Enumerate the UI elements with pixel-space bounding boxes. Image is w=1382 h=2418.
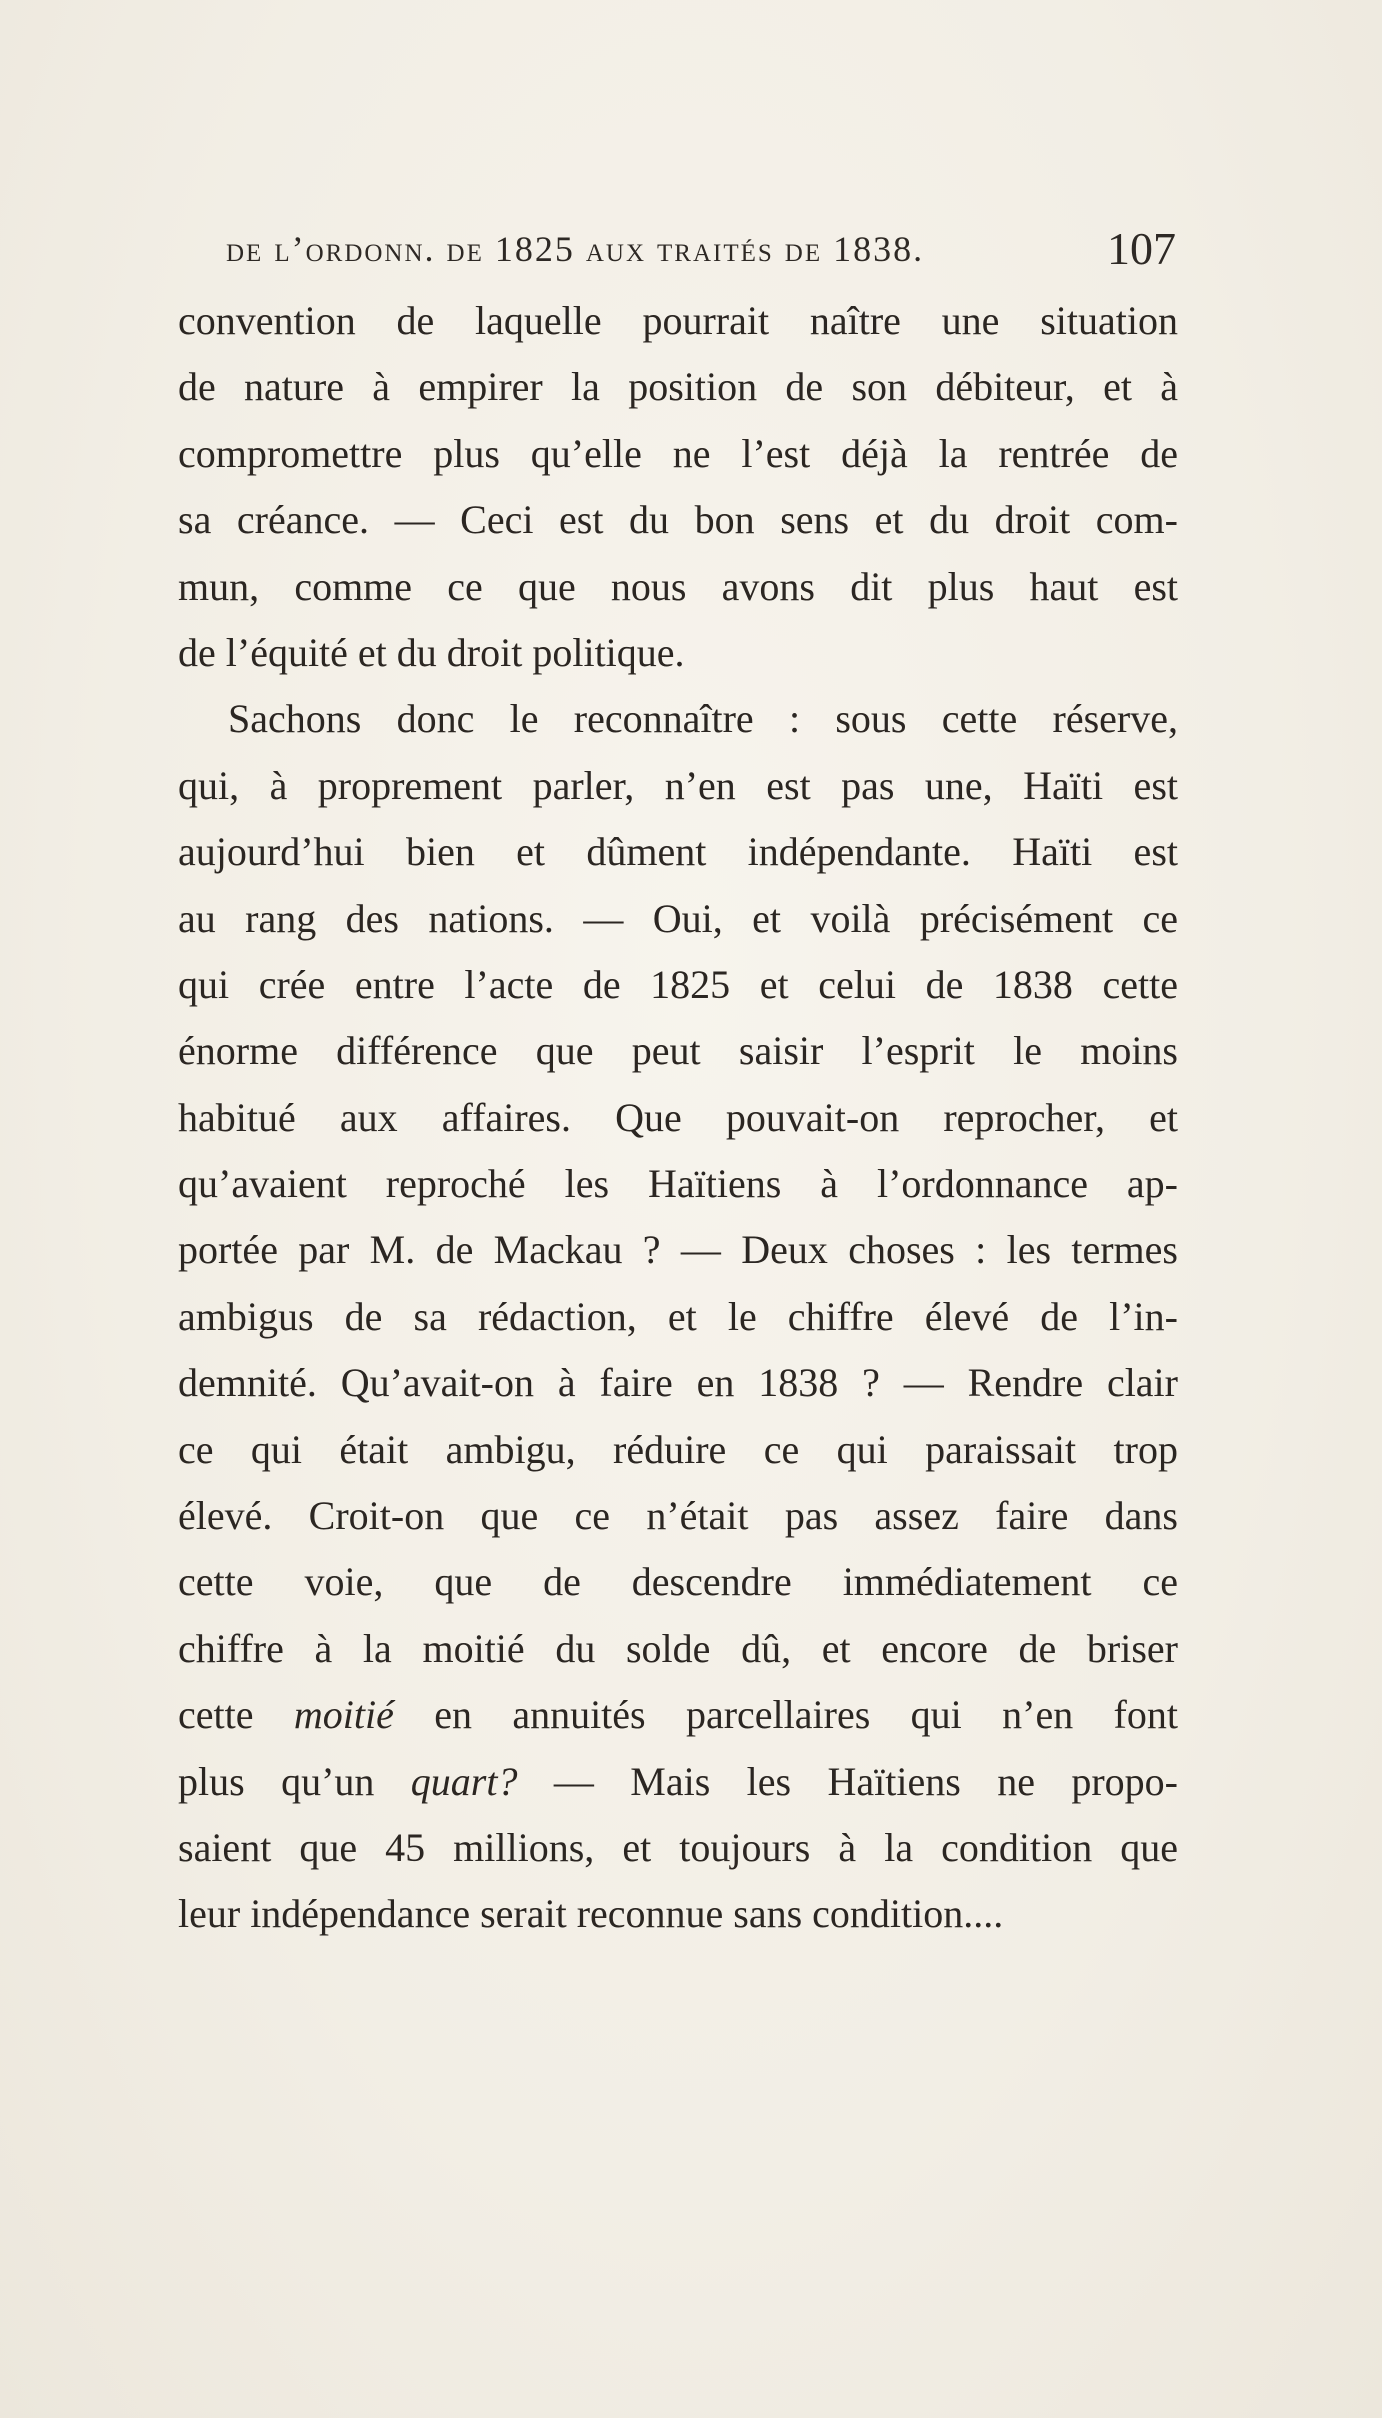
text-block: [178, 222, 1178, 1948]
text-line: convention de laquelle pourrait naître une situation: [178, 298, 1178, 343]
text-line: [178, 1749, 1178, 1815]
paragraph-2: [178, 686, 1178, 1947]
paragraph-1: [178, 288, 1178, 686]
running-head: [178, 222, 1178, 288]
running-title: de l’ordonn. de 1825 aux traités de 1838.: [226, 229, 925, 269]
text-line: saient que 45 millions, et toujours à la condition que: [178, 1824, 1178, 1870]
text-line: compromettre plus qu’elle ne l’est déjà la rentrée de: [178, 430, 1178, 476]
text-fragment: cette: [178, 1692, 294, 1738]
text-line: leur indépendance serait reconnue sans condition....: [178, 1891, 1004, 1937]
text-line: Sachons donc le reconnaître : sous cette réserve,: [228, 696, 1178, 742]
text-line: de l’équité et du droit politique.: [178, 629, 685, 675]
text-line: de nature à empirer la position de son débiteur, et à: [178, 364, 1178, 410]
text-line: qui, à proprement parler, n’en est pas une, Haïti est: [178, 762, 1178, 808]
text-fragment: en annuités parcellaires qui n’en font: [393, 1692, 1178, 1738]
text-line: au rang des nations. — Oui, et voilà précisément ce: [178, 895, 1178, 941]
italic-word: moitié: [293, 1692, 394, 1738]
text-line: cette voie, que de descendre immédiatement ce: [178, 1559, 1178, 1605]
page-number: 107: [1107, 223, 1176, 274]
text-line: ambigus de sa rédaction, et le chiffre élevé de l’in-: [178, 1293, 1178, 1339]
text-line: qu’avaient reproché les Haïtiens à l’ordonnance ap-: [178, 1161, 1178, 1207]
text-line: [178, 1682, 1178, 1748]
text-line: mun, comme ce que nous avons dit plus haut est: [178, 563, 1178, 609]
text-fragment: — Mais les Haïtiens ne propo-: [517, 1758, 1178, 1804]
text-line: ce qui était ambigu, réduire ce qui paraissait trop: [178, 1426, 1178, 1472]
italic-word: quart?: [410, 1758, 518, 1804]
text-line: élevé. Croit-on que ce n’était pas assez faire dans: [178, 1493, 1178, 1539]
text-line: énorme différence que peut saisir l’esprit le moins: [178, 1028, 1178, 1074]
text-line: chiffre à la moitié du solde dû, et encore de briser: [178, 1625, 1178, 1671]
text-line: qui crée entre l’acte de 1825 et celui de 1838 cette: [178, 961, 1178, 1007]
text-line: habitué aux affaires. Que pouvait-on reprocher, et: [178, 1094, 1178, 1140]
text-line: aujourd’hui bien et dûment indépendante. Haïti est: [178, 829, 1178, 875]
text-line: sa créance. — Ceci est du bon sens et du droit com-: [178, 497, 1178, 543]
text-line: demnité. Qu’avait-on à faire en 1838 ? — Rendre clair: [178, 1360, 1178, 1406]
text-fragment: plus qu’un: [178, 1758, 411, 1804]
text-line: portée par M. de Mackau ? — Deux choses : les termes: [178, 1227, 1178, 1273]
